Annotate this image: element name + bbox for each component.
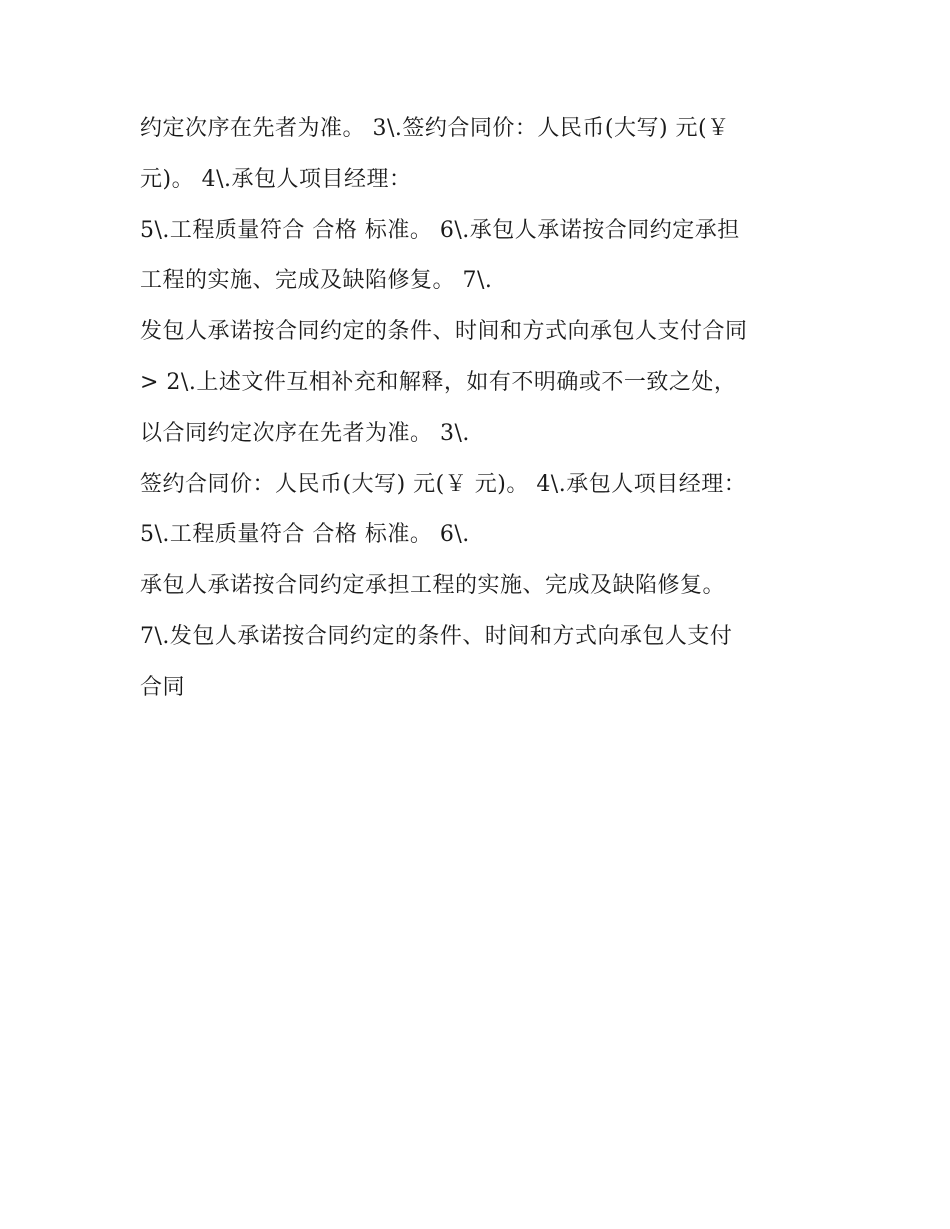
text-line-4: 工程的实施、完成及缺陷修复。 7\.: [140, 268, 493, 294]
document-body: [140, 104, 820, 714]
text-line-12: 合同: [140, 674, 186, 700]
text-line-9: 5\.工程质量符合 合格 标准。 6\.: [140, 522, 470, 548]
text-line-6: > 2\.上述文件互相补充和解释，如有不明确或不一致之处，: [140, 369, 737, 395]
text-line-5: 发包人承诺按合同约定的条件、时间和方式向承包人支付合同: [140, 319, 748, 345]
text-line-10: 承包人承诺按合同约定承担工程的实施、完成及缺陷修复。: [140, 573, 726, 599]
text-line-1: 约定次序在先者为准。 3\.签约合同价：人民币(大写) 元(￥: [140, 116, 730, 141]
text-line-8: 签约合同价：人民币(大写) 元(￥ 元)。 4\.承包人项目经理：: [140, 471, 747, 497]
text-line-11: 7\.发包人承诺按合同约定的条件、时间和方式向承包人支付: [140, 623, 733, 649]
text-line-7: 以合同约定次序在先者为准。 3\.: [140, 420, 470, 446]
text-line-2: 元)。 4\.承包人项目经理：: [140, 166, 412, 192]
text-line-3: 5\.工程质量符合 合格 标准。 6\.承包人承诺按合同约定承担: [140, 217, 740, 243]
